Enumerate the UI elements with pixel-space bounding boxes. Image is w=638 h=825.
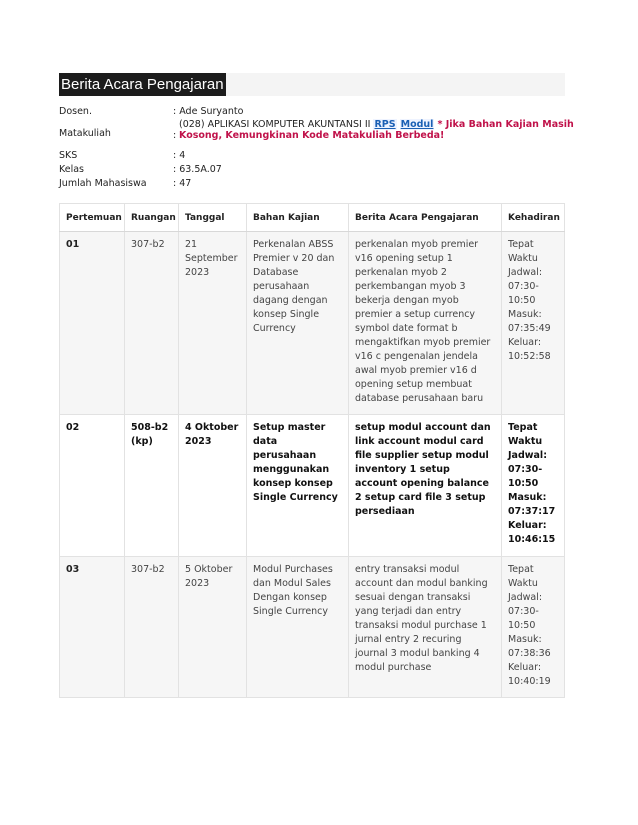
matakuliah-colon: : <box>173 130 177 141</box>
cell-pertemuan: 02 <box>60 415 125 557</box>
header-berita-acara: Berita Acara Pengajaran <box>349 204 502 232</box>
header-kehadiran: Kehadiran <box>502 204 565 232</box>
info-row-matakuliah <box>59 119 579 149</box>
kelas-label: Kelas <box>59 164 85 175</box>
matakuliah-label: Matakuliah <box>59 128 111 139</box>
cell-pertemuan: 01 <box>60 232 125 415</box>
header-tanggal: Tanggal <box>179 204 247 232</box>
page-title: Berita Acara Pengajaran <box>59 73 226 96</box>
info-row-kelas <box>59 163 579 177</box>
info-row-sks <box>59 149 579 163</box>
cell-tanggal: 4 Oktober 2023 <box>179 415 247 557</box>
cell-bahan-kajian: Setup master data perusahaan menggunakan konsep konsep Single Currency <box>247 415 349 557</box>
cell-kehadiran: Tepat Waktu Jadwal: 07:30-10:50 Masuk: 07:35:49 Keluar: 10:52:58 <box>502 232 565 415</box>
header-pertemuan: Pertemuan <box>60 204 125 232</box>
cell-berita-acara: perkenalan myob premier v16 opening setup 1 perkenalan myob 2 perkembangan myob 3 bekerja dengan myob premier a setup currency symbol date format b mengaktifkan myob premier v16 c pengenalan jendela awal myob premier v16 d opening setup membuat database perusahaan baru <box>349 232 502 415</box>
dosen-label: Dosen. <box>59 106 92 117</box>
cell-ruangan: 307-b2 <box>125 557 179 698</box>
dosen-value: : Ade Suryanto <box>173 106 244 117</box>
cell-ruangan: 307-b2 <box>125 232 179 415</box>
cell-ruangan: 508-b2 (kp) <box>125 415 179 557</box>
modul-link[interactable]: Modul <box>400 119 434 130</box>
course-info <box>59 105 579 191</box>
table-row <box>60 232 565 415</box>
sks-value: : 4 <box>173 150 186 161</box>
cell-berita-acara: entry transaksi modul account dan modul banking sesuai dengan transaksi yang terjadi dan entry transaksi modul purchase 1 jurnal entry 2 recuring journal 3 modul banking 4 modul purchase <box>349 557 502 698</box>
info-row-dosen <box>59 105 579 119</box>
table-row <box>60 415 565 557</box>
attendance-table <box>59 203 565 698</box>
table-header-row <box>60 204 565 232</box>
rps-link[interactable]: RPS <box>374 119 396 130</box>
cell-tanggal: 5 Oktober 2023 <box>179 557 247 698</box>
cell-tanggal: 21 September 2023 <box>179 232 247 415</box>
kelas-value: : 63.5A.07 <box>173 164 222 175</box>
table-row <box>60 557 565 698</box>
header-bahan-kajian: Bahan Kajian <box>247 204 349 232</box>
header-ruangan: Ruangan <box>125 204 179 232</box>
matakuliah-warning: * Jika Bahan Kajian Masih Kosong, Kemungkinan Kode Matakuliah Berbeda! <box>179 119 574 141</box>
matakuliah-value <box>179 119 579 149</box>
cell-berita-acara: setup modul account dan link account modul card file supplier setup modul inventory 1 setup account opening balance 2 setup card file 3 setup persediaan <box>349 415 502 557</box>
cell-bahan-kajian: Perkenalan ABSS Premier v 20 dan Database perusahaan dagang dengan konsep Single Currency <box>247 232 349 415</box>
jumlah-mahasiswa-value: : 47 <box>173 178 192 189</box>
cell-kehadiran: Tepat Waktu Jadwal: 07:30-10:50 Masuk: 07:38:36 Keluar: 10:40:19 <box>502 557 565 698</box>
matakuliah-name: (028) APLIKASI KOMPUTER AKUNTANSI II <box>179 119 371 130</box>
cell-bahan-kajian: Modul Purchases dan Modul Sales Dengan konsep Single Currency <box>247 557 349 698</box>
cell-kehadiran: Tepat Waktu Jadwal: 07:30-10:50 Masuk: 07:37:17 Keluar: 10:46:15 <box>502 415 565 557</box>
info-row-jumlah <box>59 177 579 191</box>
sks-label: SKS <box>59 150 78 161</box>
cell-pertemuan: 03 <box>60 557 125 698</box>
jumlah-mahasiswa-label: Jumlah Mahasiswa <box>59 178 147 189</box>
